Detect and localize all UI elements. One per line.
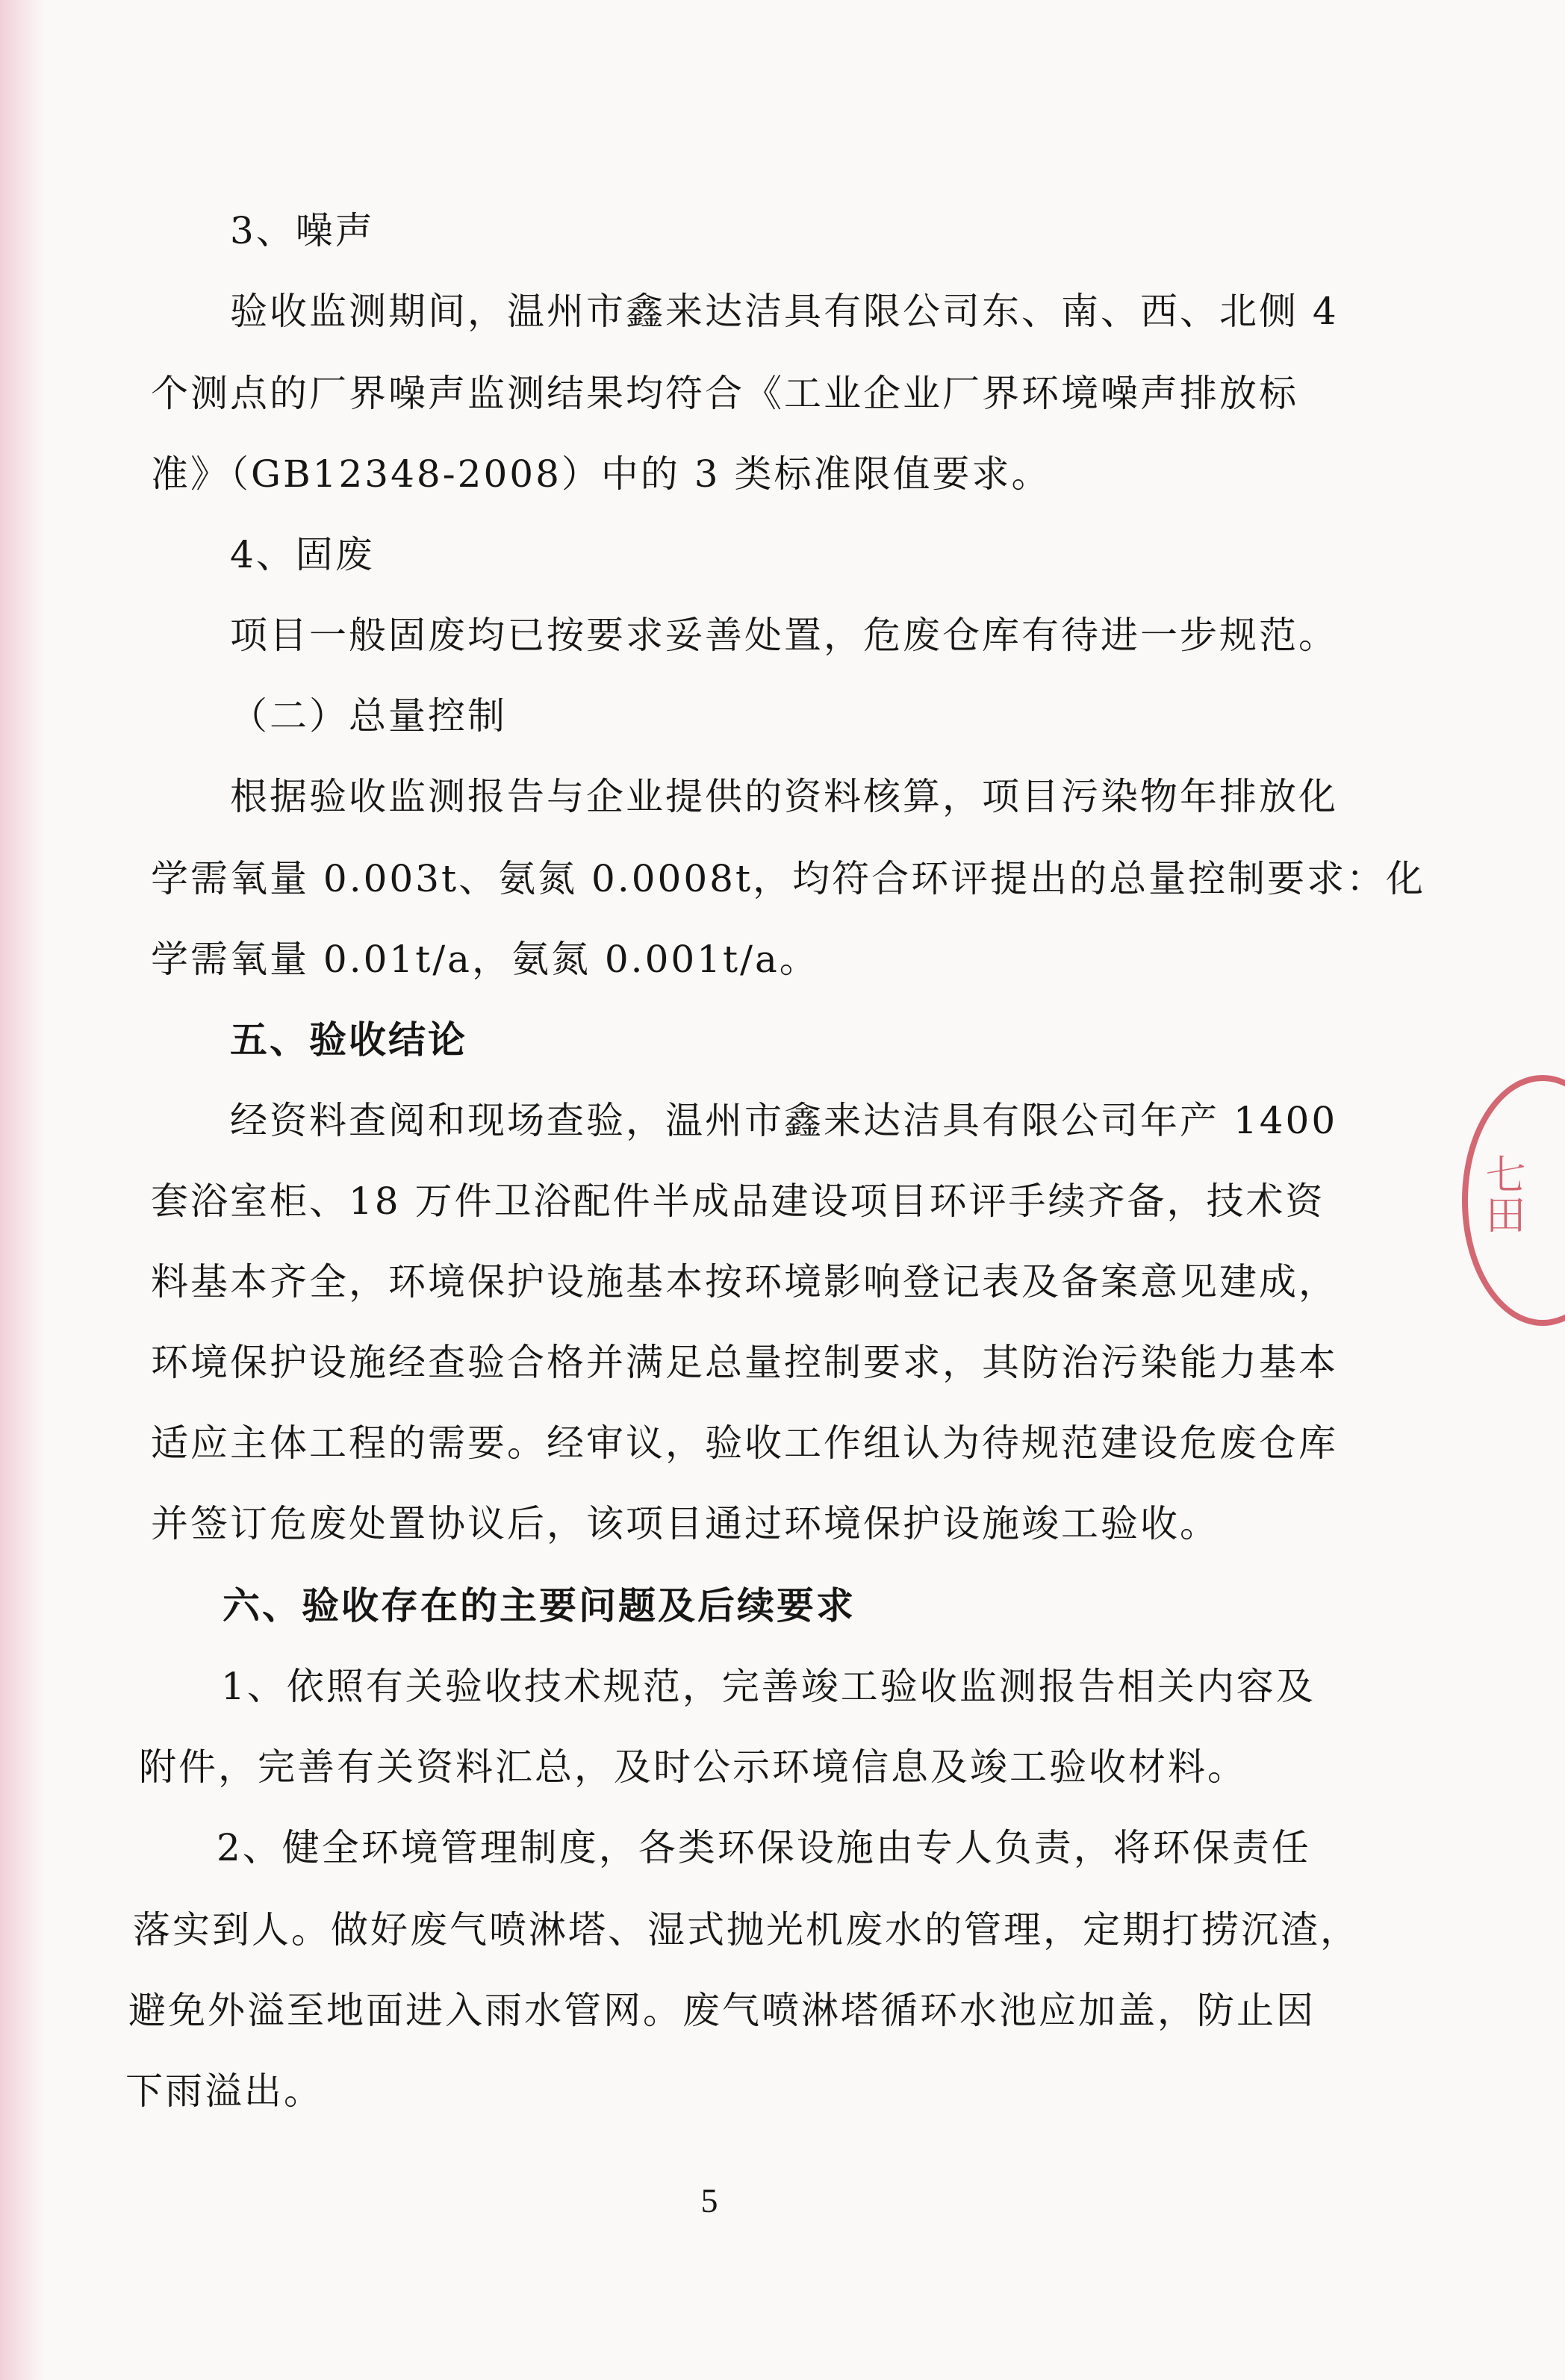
total-control-heading: （二）总量控制	[230, 694, 507, 738]
paragraph-line: 套浴室柜、18 万件卫浴配件半成品建设项目环评手续齐备，技术资	[151, 1180, 1325, 1223]
paragraph-line: 根据验收监测报告与企业提供的资料核算，项目污染物年排放化	[230, 775, 1338, 818]
paragraph-line: 学需氧量 0.01t/a，氨氮 0.001t/a。	[151, 938, 819, 981]
paragraph-line: 环境保护设施经查验合格并满足总量控制要求，其防治污染能力基本	[151, 1341, 1338, 1384]
paragraph-line: 准》（GB12348-2008）中的 3 类标准限值要求。	[151, 452, 1051, 496]
paragraph-line: 避免外溢至地面进入雨水管网。废气喷淋塔循环水池应加盖，防止因	[128, 1989, 1316, 2032]
paragraph-line: 附件，完善有关资料汇总，及时公示环境信息及竣工验收材料。	[139, 1745, 1247, 1789]
paragraph-line: 下雨溢出。	[125, 2069, 323, 2113]
paragraph-line: 并签订危废处置协议后，该项目通过环境保护设施竣工验收。	[151, 1502, 1219, 1545]
noise-heading: 3、噪声	[230, 209, 375, 252]
solid-waste-heading: 4、固废	[230, 533, 375, 576]
acceptance-conclusion-heading: 五、验收结论	[230, 1018, 467, 1062]
issues-requirements-heading: 六、验收存在的主要问题及后续要求	[223, 1583, 856, 1627]
paragraph-line: 料基本齐全，环境保护设施基本按环境影响登记表及备案意见建成，	[151, 1260, 1338, 1303]
paragraph-line: 项目一般固废均已按要求妥善处置，危废仓库有待进一步规范。	[230, 614, 1338, 657]
paragraph-line: 适应主体工程的需要。经审议，验收工作组认为待规范建设危废仓库	[151, 1421, 1338, 1465]
paragraph-line: 经资料查阅和现场查验，温州市鑫来达洁具有限公司年产 1400	[230, 1099, 1338, 1142]
paragraph-line: 2、健全环境管理制度，各类环保设施由专人负责，将环保责任	[217, 1826, 1311, 1869]
paragraph-line: 个测点的厂界噪声监测结果均符合《工业企业厂界环境噪声排放标	[151, 372, 1298, 415]
paragraph-line: 1、依照有关验收技术规范，完善竣工验收监测报告相关内容及	[221, 1665, 1316, 1708]
paragraph-line: 学需氧量 0.003t、氨氮 0.0008t，均符合环评提出的总量控制要求：化	[151, 857, 1426, 900]
paragraph-line: 落实到人。做好废气喷淋塔、湿式抛光机废水的管理，定期打捞沉渣，	[133, 1908, 1360, 1951]
paragraph-line: 验收监测期间，温州市鑫来达洁具有限公司东、南、西、北侧 4	[230, 290, 1339, 333]
page-number: 5	[700, 2181, 718, 2219]
official-seal-text: 七田	[1479, 1153, 1526, 1234]
